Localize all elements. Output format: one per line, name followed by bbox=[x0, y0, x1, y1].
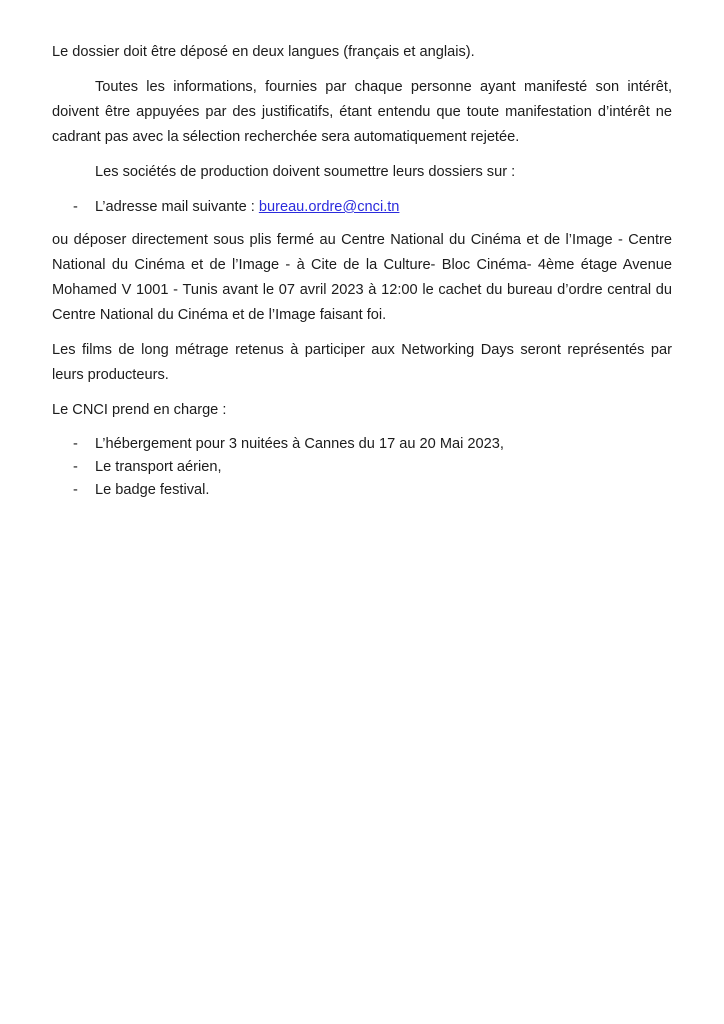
paragraph-langues: Le dossier doit être déposé en deux langues (français et anglais). bbox=[52, 44, 475, 60]
list-item bbox=[52, 456, 672, 479]
list-item bbox=[52, 479, 672, 502]
paragraph-depot: ou déposer directement sous plis fermé au Centre National du Cinéma et de l’Image - Centre National du Cinéma et de l’Image - à Cite de la Culture- Bloc Cinéma- 4ème étage Avenue Mohamed V 1001 - Tunis avant le 07 avril 2023 à 12:00 le cachet du bureau d’ordre central du Centre National du Cinéma et de l’Image faisant foi. bbox=[52, 232, 672, 323]
paragraph-cnci: Le CNCI prend en charge : bbox=[52, 402, 227, 418]
bullet-marker: - bbox=[73, 436, 78, 452]
paragraph-films: Les films de long métrage retenus à participer aux Networking Days seront représentés par leurs producteurs. bbox=[52, 342, 672, 383]
list-item-text: Le badge festival. bbox=[95, 482, 210, 498]
bullet-marker: - bbox=[73, 459, 78, 475]
email-label: L’adresse mail suivante : bbox=[95, 199, 259, 215]
list-item-text: L’hébergement pour 3 nuitées à Cannes du 17 au 20 Mai 2023, bbox=[95, 436, 504, 452]
email-link[interactable]: bureau.ordre@cnci.tn bbox=[258, 199, 400, 215]
paragraph-societes: Les sociétés de production doivent soumettre leurs dossiers sur : bbox=[95, 164, 516, 180]
bullet-marker: - bbox=[73, 199, 78, 215]
paragraph-informations: Toutes les informations, fournies par chaque personne ayant manifesté son intérêt, doivent être appuyées par des justificatifs, étant entendu que toute manifestation d’intérêt ne cadrant pas avec la sélection recherchée sera automatiquement rejetée. bbox=[52, 79, 672, 145]
list-item bbox=[52, 433, 672, 456]
list-item-email bbox=[52, 195, 672, 220]
charge-bullet-list bbox=[52, 433, 672, 502]
email-line bbox=[95, 195, 672, 220]
list-item-text: Le transport aérien, bbox=[95, 459, 222, 475]
bullet-marker: - bbox=[73, 482, 78, 498]
